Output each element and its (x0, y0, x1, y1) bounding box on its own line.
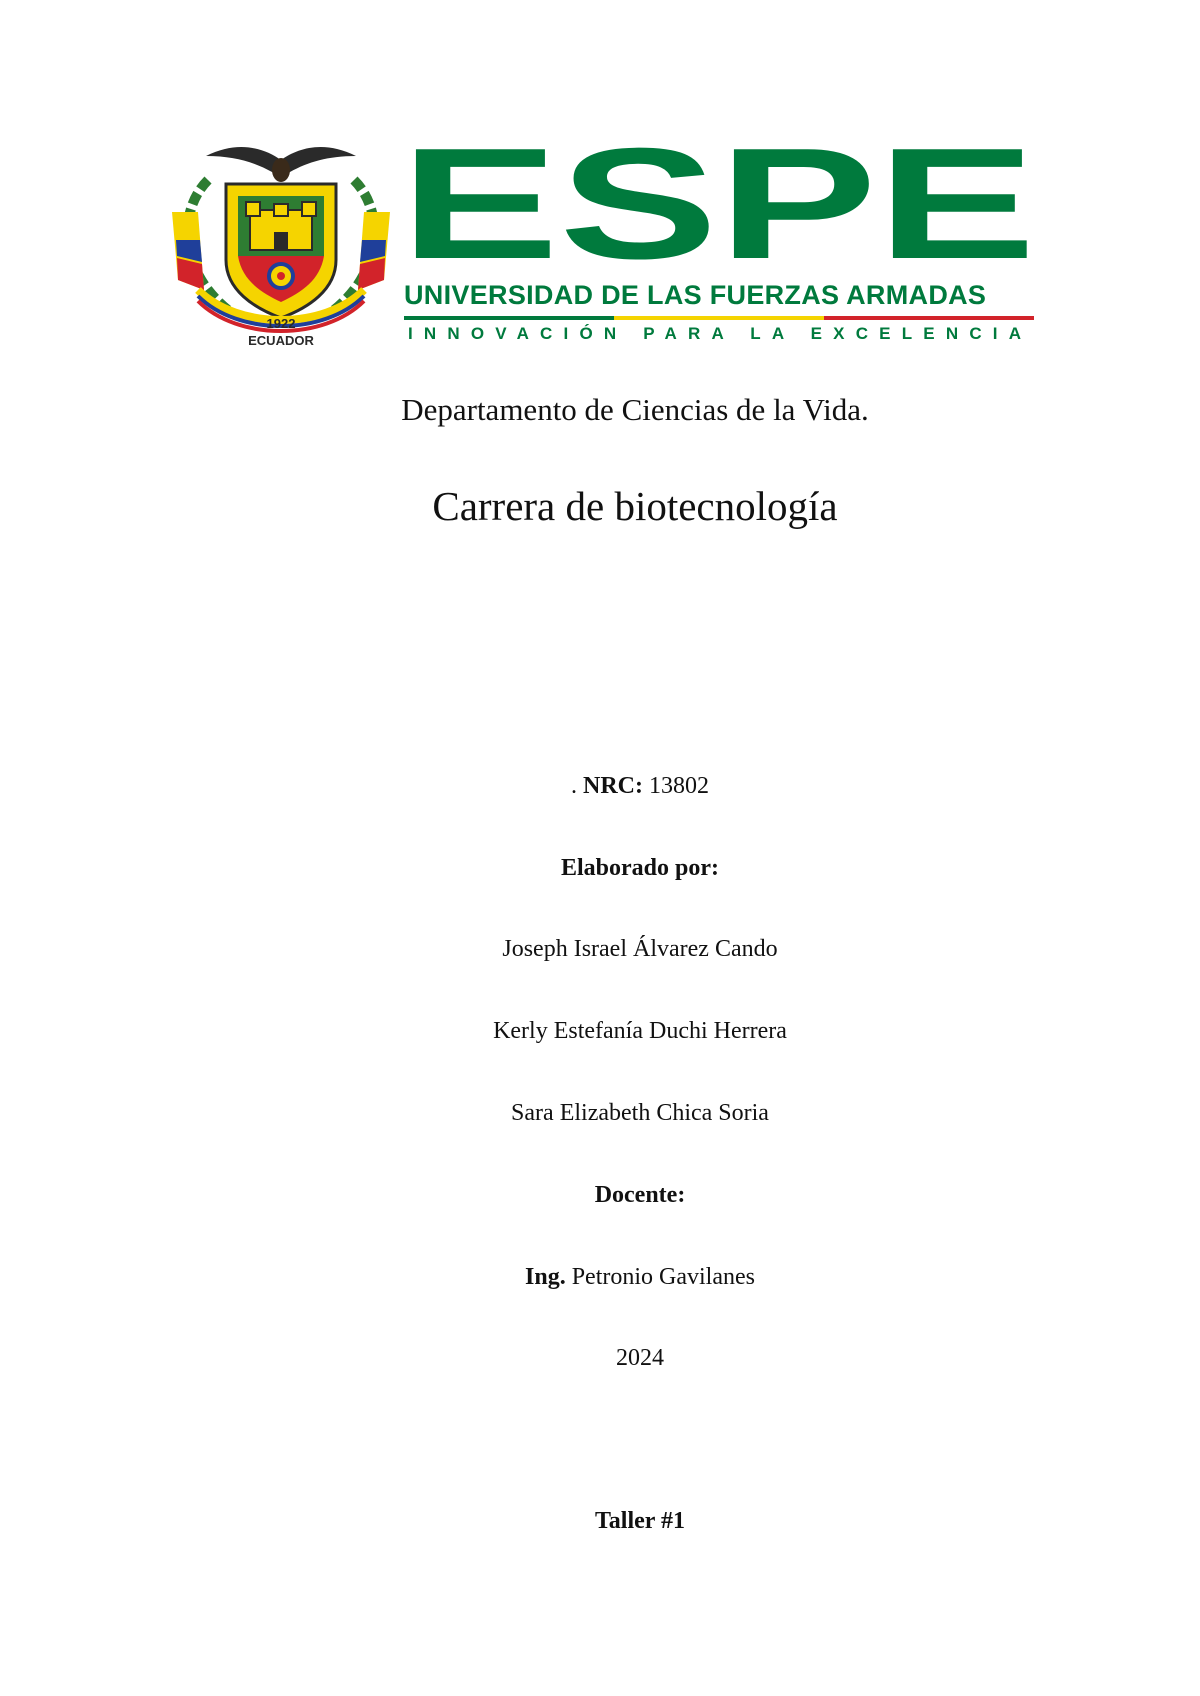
career-title: Carrera de biotecnología (432, 483, 838, 529)
author-name: Joseph Israel Álvarez Cando (502, 936, 778, 962)
teacher-title: Ing. (525, 1264, 566, 1290)
teacher-name: Petronio Gavilanes (571, 1264, 755, 1290)
author-name: Kerly Estefanía Duchi Herrera (493, 1018, 787, 1044)
espe-crest-logo (168, 140, 394, 352)
wordmark-text: ESPE (400, 140, 1036, 270)
teacher-label: Docente: (594, 1182, 686, 1208)
university-motto: INNOVACIÓN PARA LA EXCELENCIA (408, 324, 1033, 343)
logo-header (0, 0, 1200, 360)
nrc-value: 13802 (649, 773, 709, 799)
author-name: Sara Elizabeth Chica Soria (511, 1100, 769, 1126)
university-name: UNIVERSIDAD DE LAS FUERZAS ARMADAS (404, 280, 987, 310)
department-title: Departamento de Ciencias de la Vida. (401, 392, 869, 427)
document-year: 2024 (616, 1345, 664, 1371)
teacher-line (0, 1264, 1200, 1291)
assignment-title: Taller #1 (594, 1508, 685, 1534)
nrc-line (0, 773, 1200, 800)
crest-year: 1922 (266, 316, 296, 331)
elaborated-by-label: Elaborado por: (560, 855, 719, 881)
nrc-label: NRC: (583, 773, 643, 799)
espe-wordmark-logo (400, 140, 1040, 270)
nrc-prefix: . (571, 773, 583, 799)
crest-country: ECUADOR (248, 333, 314, 348)
flag-color-divider (404, 316, 1034, 320)
